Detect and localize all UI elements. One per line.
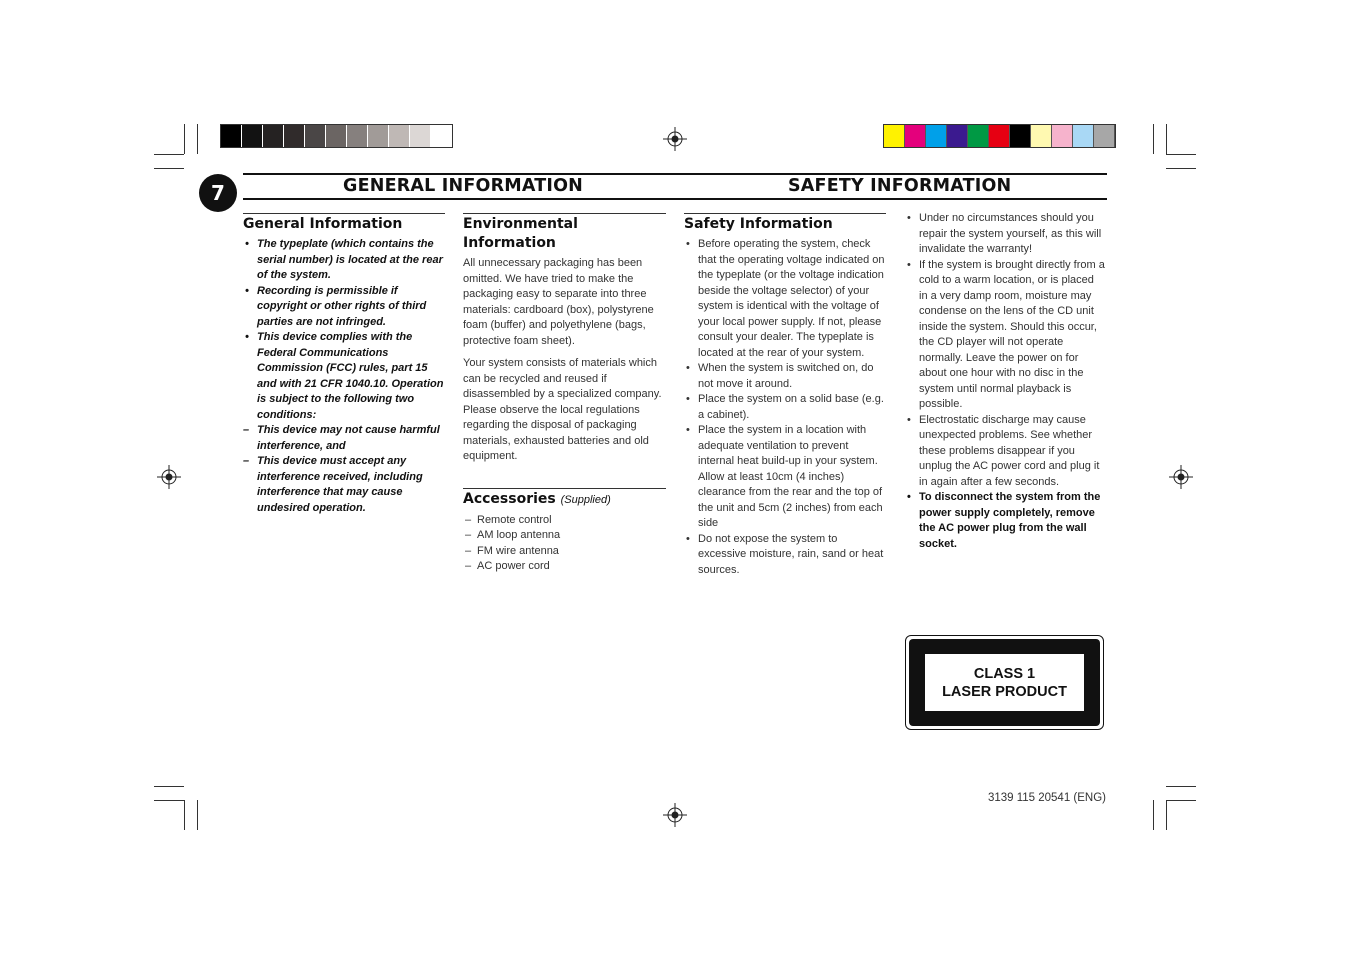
color-swatch — [431, 125, 452, 147]
list-item: • Under no circumstances should you repair the system yourself, as this will invalidate the warranty! — [905, 211, 1105, 258]
general-information-section — [243, 213, 445, 516]
list-item: – FM wire antenna — [463, 544, 666, 560]
fcc-conditions-list — [243, 423, 445, 516]
color-swatch — [1073, 125, 1094, 147]
paragraph: All unnecessary packaging has been omitted. We have tried to make the packaging easy to separate into three materials: cardboard (box), polystyrene foam (buffer) and polyethylene (bags, protective foam sheet). — [463, 257, 654, 347]
color-swatch — [410, 125, 431, 147]
safety-information-list — [684, 237, 886, 578]
safety-continued-section — [905, 211, 1105, 552]
accessories-list — [463, 513, 666, 575]
list-item: – AC power cord — [463, 559, 666, 575]
color-swatch — [1094, 125, 1115, 147]
color-calibration-bar — [883, 124, 1116, 148]
color-swatch — [905, 125, 926, 147]
color-swatch — [1031, 125, 1052, 147]
safety-information-heading: Safety Information — [684, 213, 886, 234]
condition-item: – This device may not cause harmful interference, and — [243, 423, 445, 454]
list-item: • If the system is brought directly from a cold to a warm location, or is placed in a very damp room, moisture may condense on the lens of the CD unit inside the system. Should this occur, the CD player will not operate normally. Leave the power on for about one hour with no disc in the system until normal playback is possible. — [905, 258, 1105, 413]
laser-product-text: LASER PRODUCT — [942, 683, 1067, 700]
grayscale-calibration-bar — [220, 124, 453, 148]
registration-mark-top-icon — [663, 127, 687, 151]
condition-item: – This device must accept any interference received, including interference that may cause undesired operation. — [243, 454, 445, 516]
list-item — [243, 330, 445, 516]
color-swatch — [884, 125, 905, 147]
color-swatch — [326, 125, 347, 147]
safety-information-section — [684, 213, 886, 578]
accessories-title: Accessories — [463, 490, 556, 507]
list-item: • Do not expose the system to excessive moisture, rain, sand or heat sources. — [684, 532, 886, 579]
safety-continued-list — [905, 211, 1105, 552]
color-swatch — [263, 125, 284, 147]
list-item: • When the system is switched on, do not move it around. — [684, 361, 886, 392]
registration-mark-right-icon — [1169, 465, 1193, 489]
header-bottom-rule — [243, 198, 1107, 200]
laser-class-text: CLASS 1 — [973, 665, 1036, 682]
color-swatch — [347, 125, 368, 147]
general-information-heading: General Information — [243, 213, 445, 234]
paragraph: Your system consists of materials which can be recycled and reused if disassembled by a specialized company. Please observe the local regulations regarding the disposal of packaging materials, exhausted batteries and old equipment. — [463, 357, 662, 462]
list-item: – Remote control — [463, 513, 666, 529]
color-swatch — [968, 125, 989, 147]
list-item: • Recording is permissible if copyright or other rights of third parties are not infringed. — [243, 284, 445, 331]
accessories-heading — [463, 488, 666, 510]
color-swatch — [221, 125, 242, 147]
color-swatch — [947, 125, 968, 147]
general-information-list — [243, 237, 445, 516]
disconnect-warning: • To disconnect the system from the power supply completely, remove the AC power plug from the wall socket. — [905, 490, 1105, 552]
color-swatch — [1010, 125, 1031, 147]
environmental-information-section — [463, 213, 666, 575]
header-left-title: GENERAL INFORMATION — [343, 176, 584, 196]
color-swatch — [1052, 125, 1073, 147]
document-number: 3139 115 20541 (ENG) — [987, 792, 1106, 804]
color-swatch — [368, 125, 389, 147]
color-swatch — [989, 125, 1010, 147]
list-item: – AM loop antenna — [463, 528, 666, 544]
header-top-rule — [243, 173, 1107, 175]
list-item: • Before operating the system, check that the operating voltage indicated on the typeplate (or the voltage indication beside the voltage selector) of your system is identical with the voltage of your local power supply. If not, please consult your dealer. The typeplate is located at the rear of your system. — [684, 237, 886, 361]
page-number: 7 — [199, 174, 237, 212]
color-swatch — [926, 125, 947, 147]
color-swatch — [305, 125, 326, 147]
fcc-statement: This device complies with the Federal Communications Commission (FCC) rules, part 15 and with 21 CFR 1040.10. Operation is subject to the following two conditions: — [257, 331, 444, 421]
registration-mark-left-icon — [157, 465, 181, 489]
color-swatch — [242, 125, 263, 147]
list-item: • Place the system in a location with adequate ventilation to prevent internal heat build-up in your system. Allow at least 10cm (4 inches) clearance from the rear and the top of the unit and 5cm (2 inches) from each side — [684, 423, 886, 532]
laser-product-label — [905, 635, 1104, 730]
accessories-subtitle: (Supplied) — [560, 493, 611, 506]
list-item: • The typeplate (which contains the serial number) is located at the rear of the system. — [243, 237, 445, 284]
environmental-information-heading: Environmental Information — [463, 213, 666, 253]
list-item: • Electrostatic discharge may cause unexpected problems. See whether these problems disappear if you unplug the AC power cord and plug it in again after a few seconds. — [905, 413, 1105, 491]
color-swatch — [389, 125, 410, 147]
color-swatch — [284, 125, 305, 147]
header-right-title: SAFETY INFORMATION — [788, 176, 1012, 196]
list-item: • Place the system on a solid base (e.g. a cabinet). — [684, 392, 886, 423]
registration-mark-bottom-icon — [663, 803, 687, 827]
